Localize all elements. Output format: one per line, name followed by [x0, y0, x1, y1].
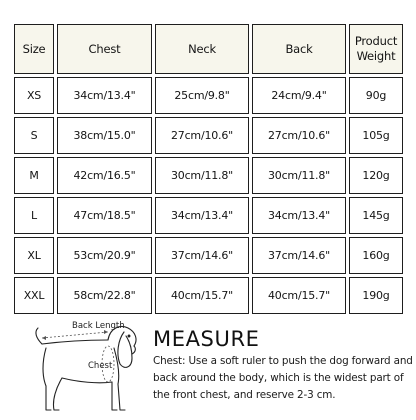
cell-neck: 37cm/14.6"	[155, 237, 249, 274]
table-row	[14, 277, 403, 314]
cell-chest: 58cm/22.8"	[57, 277, 152, 314]
table-row	[14, 237, 403, 274]
cell-size: XL	[14, 237, 54, 274]
table-header-row	[14, 24, 403, 74]
cell-weight: 105g	[349, 117, 403, 154]
chest-label: Chest	[88, 361, 113, 371]
cell-weight: 190g	[349, 277, 403, 314]
table-row	[14, 117, 403, 154]
cell-neck: 30cm/11.8"	[155, 157, 249, 194]
cell-size: L	[14, 197, 54, 234]
cell-neck: 40cm/15.7"	[155, 277, 249, 314]
measure-section	[0, 318, 416, 416]
cell-chest: 34cm/13.4"	[57, 77, 152, 114]
cell-chest: 53cm/20.9"	[57, 237, 152, 274]
cell-weight: 120g	[349, 157, 403, 194]
header-size: Size	[14, 24, 54, 74]
dog-measurement-figure	[28, 318, 148, 416]
header-neck: Neck	[155, 24, 249, 74]
cell-chest: 42cm/16.5"	[57, 157, 152, 194]
cell-size: S	[14, 117, 54, 154]
header-chest: Chest	[57, 24, 152, 74]
table-row	[14, 197, 403, 234]
cell-neck: 25cm/9.8"	[155, 77, 249, 114]
cell-size: M	[14, 157, 54, 194]
back-length-label: Back Length	[72, 321, 125, 331]
cell-chest: 38cm/15.0"	[57, 117, 152, 154]
cell-back: 24cm/9.4"	[252, 77, 346, 114]
cell-neck: 27cm/10.6"	[155, 117, 249, 154]
cell-back: 27cm/10.6"	[252, 117, 346, 154]
cell-back: 37cm/14.6"	[252, 237, 346, 274]
cell-back: 30cm/11.8"	[252, 157, 346, 194]
table-row	[14, 77, 403, 114]
measure-title: MEASURE	[153, 327, 260, 351]
header-product-weight: Product Weight	[349, 24, 403, 74]
cell-chest: 47cm/18.5"	[57, 197, 152, 234]
cell-weight: 145g	[349, 197, 403, 234]
table-row	[14, 157, 403, 194]
cell-neck: 34cm/13.4"	[155, 197, 249, 234]
cell-weight: 160g	[349, 237, 403, 274]
header-back: Back	[252, 24, 346, 74]
cell-back: 34cm/13.4"	[252, 197, 346, 234]
cell-back: 40cm/15.7"	[252, 277, 346, 314]
cell-weight: 90g	[349, 77, 403, 114]
measure-instructions: Chest: Use a soft ruler to push the dog forward and back around the body, which is the widest part of the front chest, and reserve 2-3 cm.	[153, 355, 413, 401]
size-chart-table	[11, 21, 406, 317]
cell-size: XXL	[14, 277, 54, 314]
cell-size: XS	[14, 77, 54, 114]
